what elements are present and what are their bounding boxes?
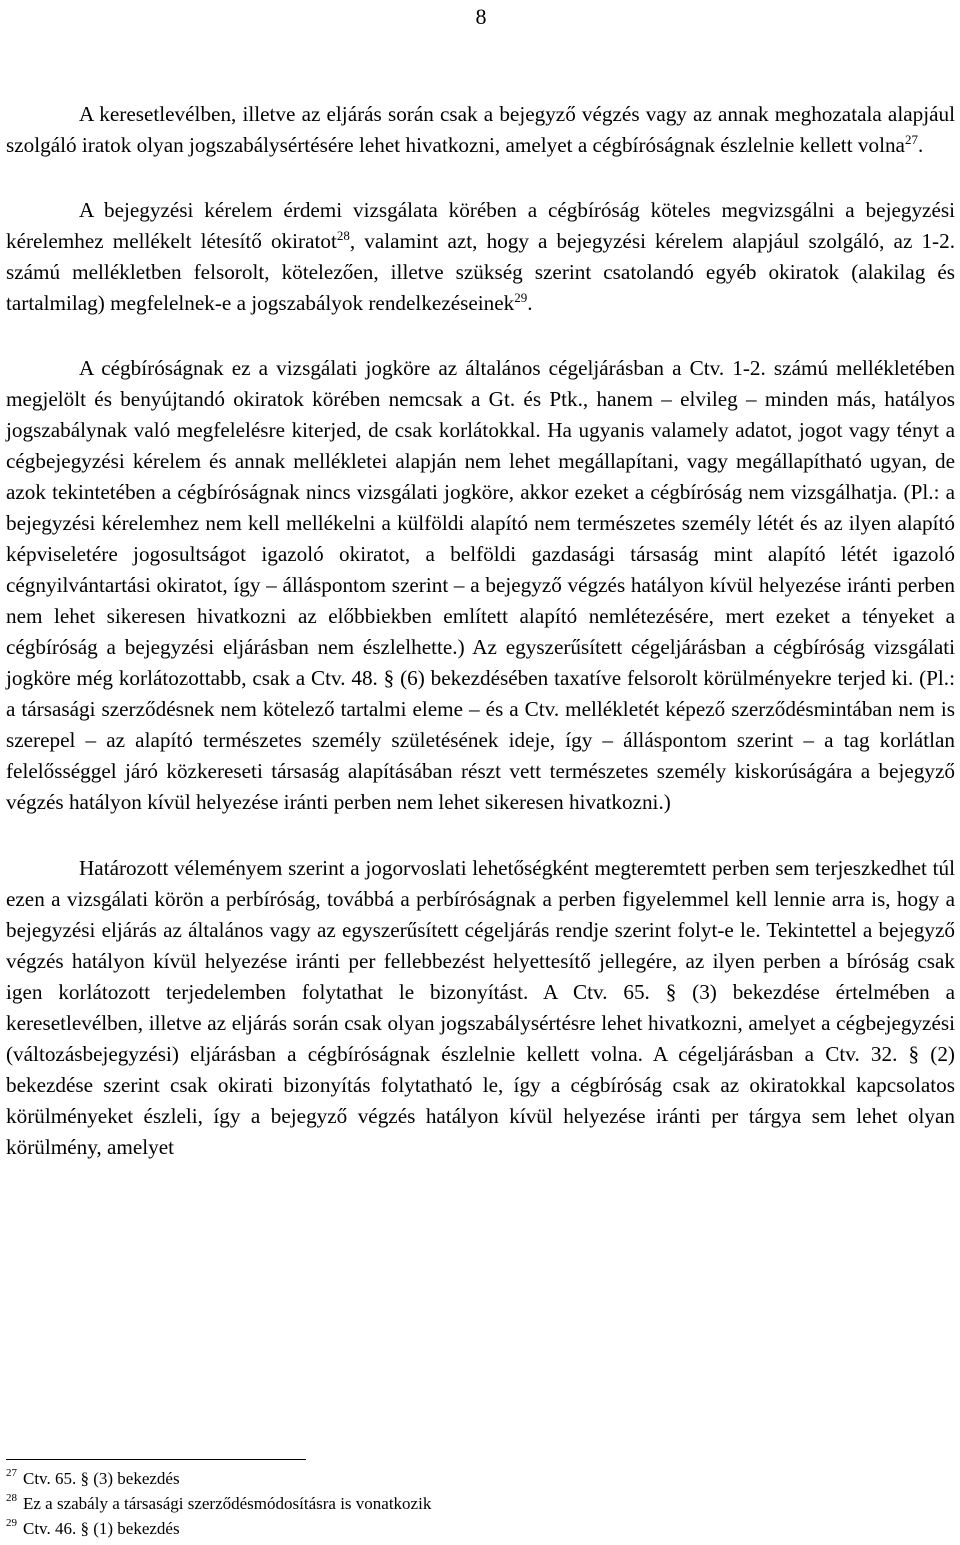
footnote-separator <box>6 1459 306 1460</box>
paragraph-text: A keresetlevélben, illetve az eljárás során csak a bejegyző végzés vagy az annak meghozatala alapjául szolgáló iratok olyan jogszabálysértésére lehet hivatkozni, amelyet a cégbíróságnak észlelnie kellett volna <box>6 102 955 157</box>
footnote-27 <box>6 1466 906 1491</box>
footnote-reference: 28 <box>336 228 350 243</box>
paragraph-text: Határozott véleményem szerint a jogorvoslati lehetőségként megteremtett perben sem terjeszkedhet túl ezen a vizsgálati körön a perbíróság, továbbá a perbíróságnak a perben figyelemmel kell lennie arra is, hogy a bejegyzési eljárás az általános vagy az egyszerűsített cégeljárás rendje szerint folyt-e le. Tekintettel a bejegyző végzés hatályon kívül helyezése iránti per fellebbezést helyettesítő jellegére, az ilyen perben a bíróság csak igen korlátozott terjedelemben folytathat le bizonyítást. A Ctv. 65. § (3) bekezdése értelmében a keresetlevélben, illetve az eljárás során csak olyan jogszabálysértésre lehet hivatkozni, amelyet a cégbejegyzési (változásbejegyzési) eljárásban a cégbíróságnak észlelnie kellett volna. A cégeljárásban a Ctv. 32. § (2) bekezdése szerint csak okirati bizonyítás folytatható le, így a cégbíróság csak az okiratokkal kapcsolatos körülményeket észleli, így a bejegyző végzés hatályon kívül helyezése iránti per tárgya sem lehet olyan körülmény, amelyet <box>6 856 955 1159</box>
footnote-text: Ctv. 46. § (1) bekezdés <box>23 1519 180 1538</box>
paragraph-text: A cégbíróságnak ez a vizsgálati jogköre az általános cégeljárásban a Ctv. 1-2. számú mellékletében megjelölt és benyújtandó okiratok körében nemcsak a Gt. és Ptk., hanem – elvileg – minden más, hatályos jogszabálynak való megfelelésre kiterjed, de csak korlátokkal. Ha ugyanis valamely adatot, jogot vagy tényt a cégbejegyzési kérelem és annak mellékletei alapján nem lehet megállapítani, vagy megállapítható ugyan, de azok tekintetében a cégbíróságnak nincs vizsgálati jogköre, akkor ezeket a cégbíróság nem vizsgálhatja. (Pl.: a bejegyzési kérelemhez nem kell mellékelni a külföldi alapító nem természetes személy létét és az ilyen alapító képviseletére jogosultságot igazoló okiratot, a belföldi gazdasági társaság mint alapító létét igazoló cégnyilvántartási okiratot, így – álláspontom szerint – a bejegyző végzés hatályon kívül helyezése iránti perben nem lehet sikeresen hivatkozni az előbbiekben említett alapító nemlétezésére, mert ezeket a tényeket a cégbíróság a bejegyzési eljárásban nem észlelhette.) Az egyszerűsített cégeljárásban a cégbíróság vizsgálati jogköre még korlátozottabb, csak a Ctv. 48. § (6) bekezdésében taxatíve felsorolt körülményekre terjed ki. (Pl.: a társasági szerződésnek nem kötelező tartalmi eleme – és a Ctv. mellékletét képező szerződésmintában nem is szerepel – az alapító természetes személy születésének ideje, így – álláspontom szerint – a tag korlátlan felelősséggel járó közkereseti társaság alapításában részt vett természetes személy kiskorúságára a bejegyző végzés hatályon kívül helyezése iránti perben nem lehet sikeresen hivatkozni.) <box>6 356 955 814</box>
footnotes <box>6 1466 906 1541</box>
paragraph-3 <box>6 353 955 818</box>
footnote-text: Ez a szabály a társasági szerződésmódosításra is vonatkozik <box>23 1494 432 1513</box>
footnote-28 <box>6 1491 906 1516</box>
footnote-reference: 27 <box>904 132 918 147</box>
footnote-mark: 27 <box>6 1467 17 1479</box>
paragraph-text: A bejegyzési kérelem érdemi vizsgálata körében a cégbíróság köteles megvizsgálni a bejegyzési kérelemhez mellékelt létesítő okiratot <box>6 198 955 253</box>
footnote-mark: 29 <box>6 1517 17 1529</box>
page-number: 8 <box>475 4 487 29</box>
paragraph-2 <box>6 195 955 319</box>
paragraph-text: . <box>917 133 924 157</box>
paragraph-text: . <box>527 291 533 315</box>
footnote-29 <box>6 1516 906 1541</box>
paragraph-4 <box>6 853 955 1163</box>
body-text <box>6 99 955 1163</box>
footnote-reference: 29 <box>514 290 528 305</box>
paragraph-1 <box>6 99 955 161</box>
footnote-mark: 28 <box>6 1492 17 1504</box>
paragraph-text: , valamint azt, hogy a bejegyzési kérelem alapjául szolgáló, az 1-2. számú mellékletben felsorolt, kötelezően, illetve szükség szerint csatolandó egyéb okiratok (alakilag és tartalmilag) megfelelnek-e a jogszabályok rendelkezéseinek <box>6 229 955 315</box>
footnote-text: Ctv. 65. § (3) bekezdés <box>23 1469 180 1488</box>
